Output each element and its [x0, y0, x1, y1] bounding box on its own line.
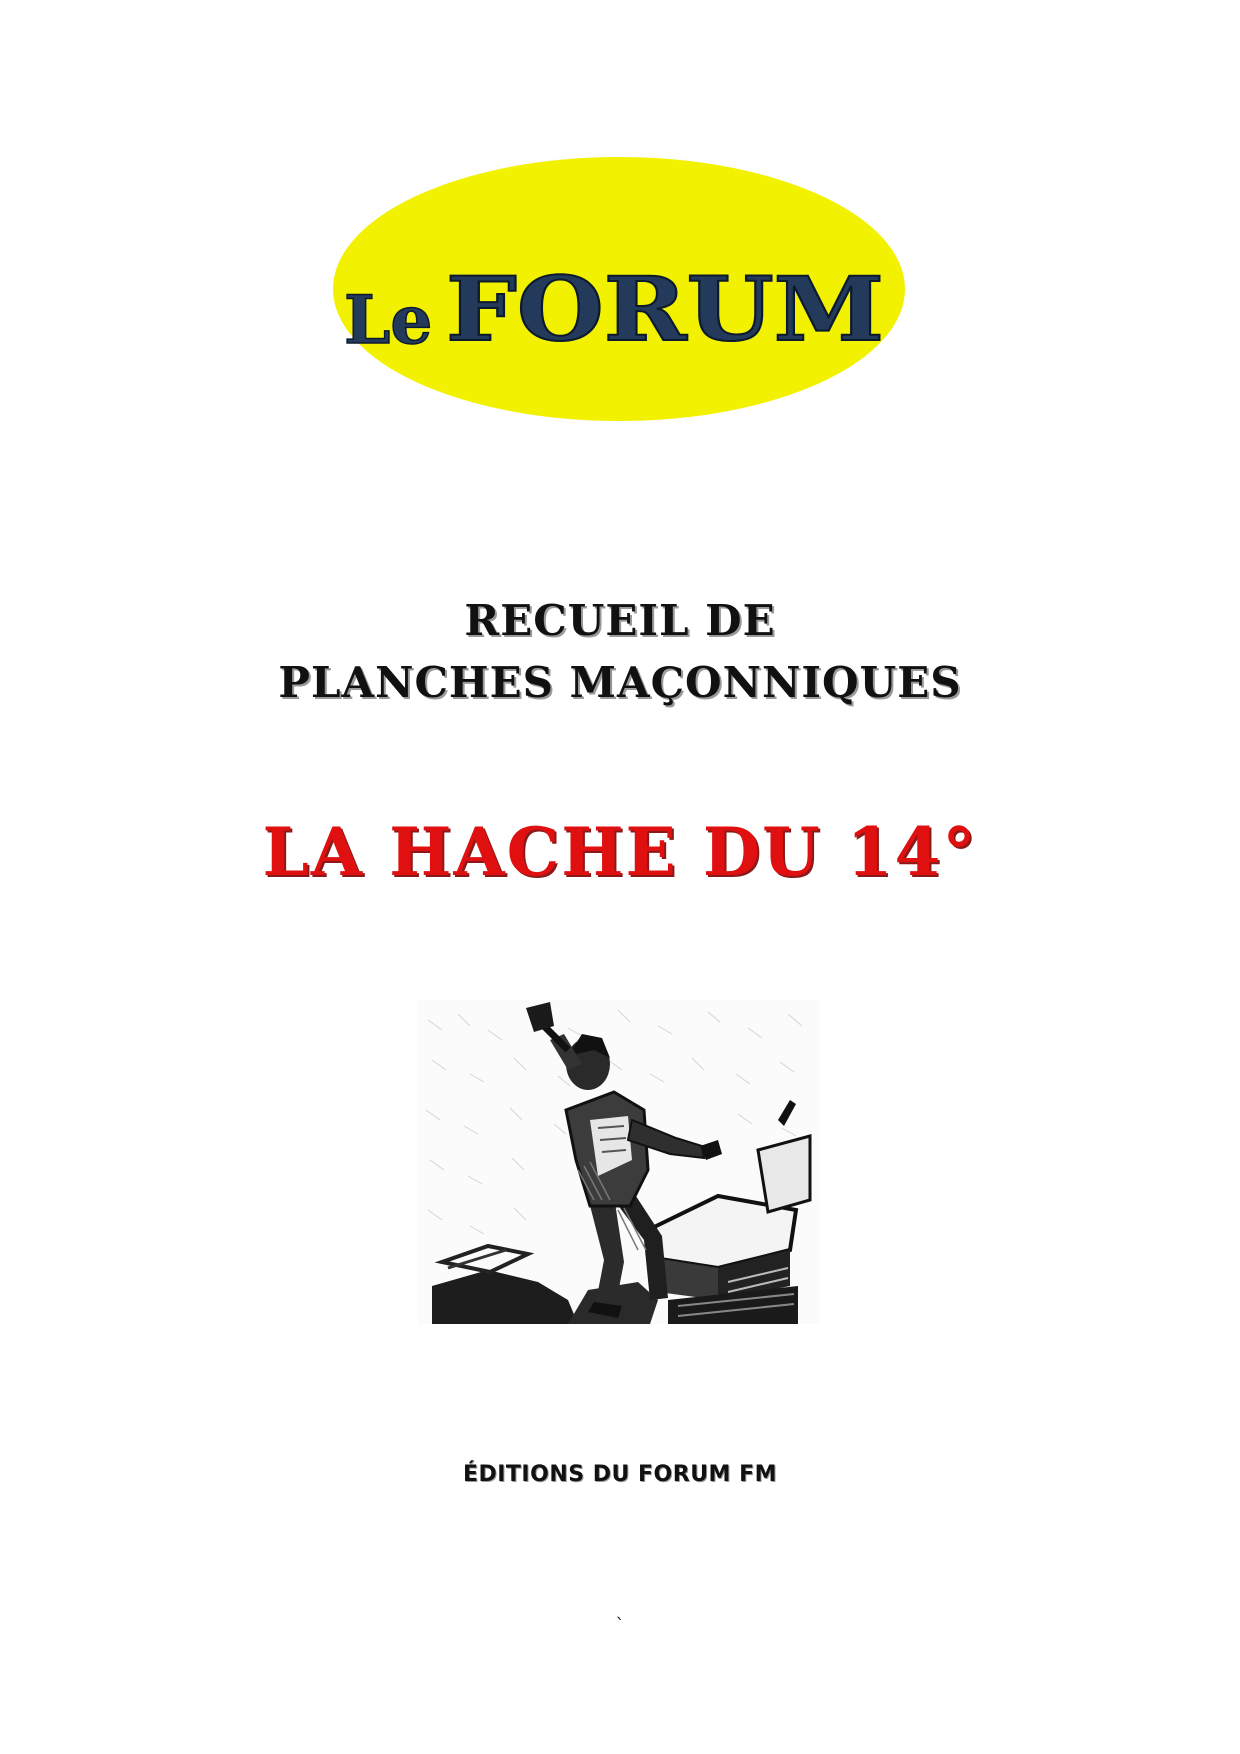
document-title: LA HACHE DU 14° [262, 813, 978, 891]
collection-title-line1: RECUEIL DE [464, 596, 776, 645]
logo-text-forum: FORUM [446, 257, 884, 361]
publisher-name: ÉDITIONS DU FORUM FM [462, 1462, 778, 1487]
logo-text-le: Le [344, 281, 433, 359]
stray-mark: ` [615, 1615, 625, 1636]
engraving-woodcutter-icon [418, 1000, 820, 1324]
le-forum-logo [322, 148, 916, 430]
collection-title-line2: PLANCHES MAÇONNIQUES [278, 658, 962, 707]
collection-title [0, 590, 1240, 714]
